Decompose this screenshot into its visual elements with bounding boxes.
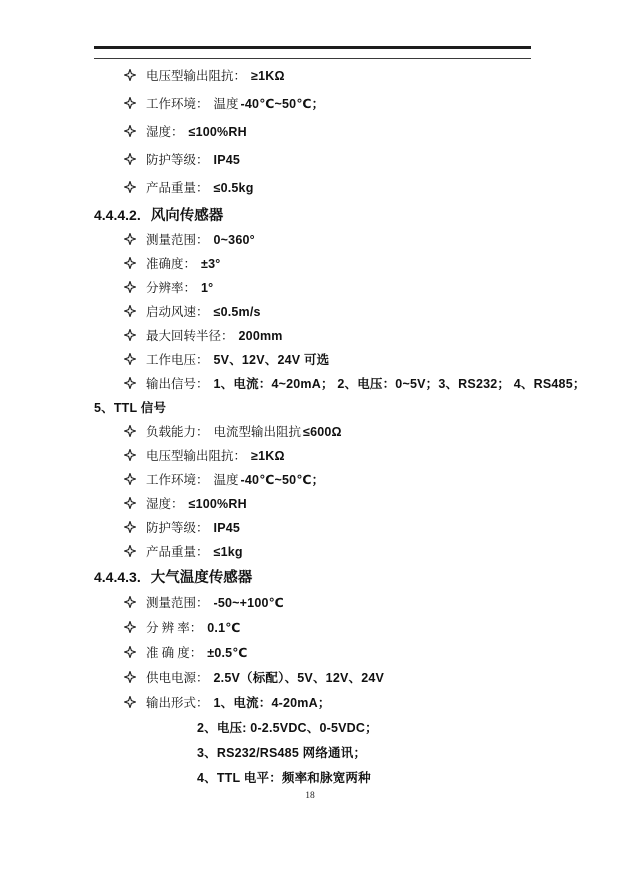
spec-item [94, 690, 554, 715]
spec-value: 3、RS232/RS485 网络通讯； [197, 746, 367, 760]
spec-label: 输出形式： [146, 696, 209, 710]
spec-value: ≤1kg [213, 545, 243, 559]
diamond-bullet-icon [124, 373, 138, 397]
spec-item [94, 228, 554, 252]
spec-value: 0~360° [213, 233, 255, 247]
diamond-bullet-icon [124, 253, 138, 277]
spec-label: 启动风速： [146, 305, 209, 319]
header-rule-thick [94, 46, 531, 49]
spec-item [94, 492, 554, 516]
spec-item [94, 62, 554, 90]
spec-value: IP45 [213, 153, 241, 167]
spec-value: ±3° [201, 257, 221, 271]
spec-value-prefix: 温度 [213, 473, 239, 487]
spec-subitem [94, 765, 554, 790]
spec-item [94, 640, 554, 665]
spec-label: 工作环境： [146, 97, 209, 111]
section-heading-air-temperature-sensor [94, 564, 554, 590]
section-heading-wind-direction-sensor [94, 202, 554, 228]
spec-item [94, 118, 554, 146]
spec-item [94, 444, 554, 468]
spec-value: ≤0.5kg [213, 181, 254, 195]
heading-title: 风向传感器 [150, 208, 224, 224]
spec-value: 2.5V（标配）、5V、12V、24V [213, 671, 385, 685]
diamond-bullet-icon [124, 119, 138, 147]
spec-item [94, 90, 554, 118]
diamond-bullet-icon [124, 541, 138, 565]
spec-value: 2、电压: 0-2.5VDC、0-5VDC； [197, 721, 378, 735]
spec-item [94, 516, 554, 540]
diamond-bullet-icon [124, 616, 138, 641]
spec-label: 产品重量： [146, 545, 209, 559]
spec-item [94, 174, 554, 202]
spec-item [94, 468, 554, 492]
spec-value: 1、电流：4-20mA； [213, 696, 331, 710]
spec-label: 测量范围： [146, 233, 209, 247]
spec-item [94, 665, 554, 690]
spec-label: 输出信号： [146, 377, 209, 391]
spec-item [94, 276, 554, 300]
spec-value: -40℃~50℃； [240, 97, 325, 111]
spec-item [94, 590, 554, 615]
spec-value: 5、TTL 信号 [94, 401, 167, 415]
diamond-bullet-icon [124, 493, 138, 517]
spec-label: 防护等级： [146, 153, 209, 167]
diamond-bullet-icon [124, 421, 138, 445]
diamond-bullet-icon [124, 691, 138, 716]
diamond-bullet-icon [124, 277, 138, 301]
diamond-bullet-icon [124, 91, 138, 119]
spec-item [94, 300, 554, 324]
spec-label: 分 辨 率： [146, 621, 203, 635]
spec-label: 准 确 度： [146, 646, 203, 660]
page-number: 18 [305, 791, 315, 801]
diamond-bullet-icon [124, 349, 138, 373]
spec-label: 工作电压： [146, 353, 209, 367]
diamond-bullet-icon [124, 641, 138, 666]
diamond-bullet-icon [124, 666, 138, 691]
spec-item [94, 420, 554, 444]
heading-number: 4.4.4.3. [94, 569, 141, 585]
spec-value: 5V、12V、24V 可选 [213, 353, 330, 367]
diamond-bullet-icon [124, 175, 138, 203]
spec-subitem [94, 740, 554, 765]
diamond-bullet-icon [124, 301, 138, 325]
diamond-bullet-icon [124, 63, 138, 91]
spec-label: 电压型输出阻抗： [146, 69, 247, 83]
spec-item [94, 252, 554, 276]
spec-value: ≥1KΩ [251, 449, 285, 463]
spec-label: 负载能力： [146, 425, 209, 439]
heading-number: 4.4.4.2. [94, 207, 141, 223]
spec-item [94, 615, 554, 640]
spec-value: ±0.5℃ [207, 646, 248, 660]
heading-title: 大气温度传感器 [150, 570, 253, 586]
spec-label: 电压型输出阻抗： [146, 449, 247, 463]
spec-label: 分辨率： [146, 281, 197, 295]
spec-item [94, 324, 554, 348]
spec-value: 1° [201, 281, 214, 295]
spec-item [94, 348, 554, 372]
spec-item-continuation [94, 396, 554, 420]
page-content [94, 62, 586, 790]
spec-value: 1、电流：4~20mA； 2、电压：0~5V；3、RS232； 4、RS485； [213, 377, 586, 391]
diamond-bullet-icon [124, 147, 138, 175]
spec-value: ≥1KΩ [251, 69, 285, 83]
spec-value: 0.1℃ [207, 621, 241, 635]
spec-label: 准确度： [146, 257, 197, 271]
spec-label: 工作环境： [146, 473, 209, 487]
spec-value-prefix: 温度 [213, 97, 239, 111]
spec-value-prefix: 电流型输出阻抗 [213, 425, 302, 439]
spec-item [94, 372, 586, 396]
spec-item [94, 146, 554, 174]
diamond-bullet-icon [124, 445, 138, 469]
spec-value: -40℃~50℃； [240, 473, 325, 487]
spec-label: 测量范围： [146, 596, 209, 610]
spec-value: ≤0.5m/s [213, 305, 261, 319]
spec-label: 湿度： [146, 125, 184, 139]
spec-label: 湿度： [146, 497, 184, 511]
diamond-bullet-icon [124, 469, 138, 493]
spec-value: 200mm [238, 329, 283, 343]
spec-label: 最大回转半径： [146, 329, 234, 343]
diamond-bullet-icon [124, 229, 138, 253]
spec-value: ≤100%RH [188, 125, 247, 139]
spec-value: -50~+100℃ [213, 596, 284, 610]
spec-value: ≤100%RH [188, 497, 247, 511]
spec-item [94, 540, 554, 564]
spec-value: 4、TTL 电平：频率和脉宽两种 [197, 771, 371, 785]
spec-subitem [94, 715, 554, 740]
spec-label: 供电电源： [146, 671, 209, 685]
header-rule-thin [94, 58, 531, 59]
spec-label: 防护等级： [146, 521, 209, 535]
diamond-bullet-icon [124, 591, 138, 616]
diamond-bullet-icon [124, 517, 138, 541]
spec-label: 产品重量： [146, 181, 209, 195]
spec-value: IP45 [213, 521, 241, 535]
diamond-bullet-icon [124, 325, 138, 349]
spec-value: ≤600Ω [303, 425, 342, 439]
